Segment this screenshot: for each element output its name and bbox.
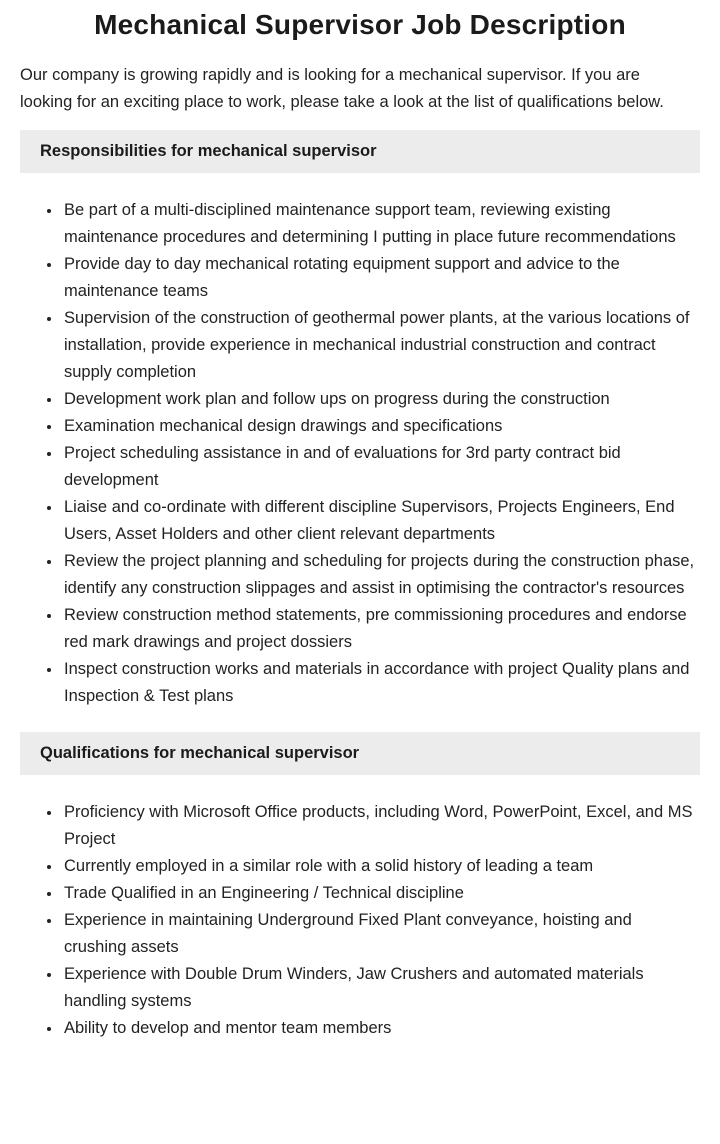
- list-item: • Review the project planning and scheduling for projects during the construction phase, identify any construction slippages and assist in optimising the contractor's resources: [62, 548, 700, 602]
- list-item: • Project scheduling assistance in and of evaluations for 3rd party contract bid development: [62, 440, 700, 494]
- responsibilities-list: [20, 197, 700, 710]
- job-description-page: [0, 6, 720, 1042]
- list-item: • Trade Qualified in an Engineering / Technical discipline: [62, 880, 700, 907]
- intro-paragraph: Our company is growing rapidly and is looking for a mechanical supervisor. If you are looking for an exciting place to work, please take a look at the list of qualifications below.: [20, 66, 664, 111]
- list-item: • Inspect construction works and materials in accordance with project Quality plans and Inspection & Test plans: [62, 656, 700, 710]
- list-item: • Liaise and co-ordinate with different discipline Supervisors, Projects Engineers, End Users, Asset Holders and other client relevant departments: [62, 494, 700, 548]
- list-item: • Ability to develop and mentor team members: [62, 1015, 700, 1042]
- list-item: • Proficiency with Microsoft Office products, including Word, PowerPoint, Excel, and MS Project: [62, 799, 700, 853]
- list-item: • Currently employed in a similar role with a solid history of leading a team: [62, 853, 700, 880]
- list-item: • Development work plan and follow ups on progress during the construction: [62, 386, 700, 413]
- list-item: • Review construction method statements, pre commissioning procedures and endorse red mark drawings and project dossiers: [62, 602, 700, 656]
- list-item: • Examination mechanical design drawings and specifications: [62, 413, 700, 440]
- list-item: • Be part of a multi-disciplined maintenance support team, reviewing existing maintenance procedures and determining I putting in place future recommendations: [62, 197, 700, 251]
- section-heading-responsibilities: Responsibilities for mechanical supervisor: [20, 130, 700, 173]
- list-item: • Provide day to day mechanical rotating equipment support and advice to the maintenance teams: [62, 251, 700, 305]
- section-heading-qualifications: Qualifications for mechanical supervisor: [20, 732, 700, 775]
- list-item: • Supervision of the construction of geothermal power plants, at the various locations of installation, provide experience in mechanical industrial construction and contract supply completion: [62, 305, 700, 386]
- list-item: • Experience with Double Drum Winders, Jaw Crushers and automated materials handling systems: [62, 961, 700, 1015]
- page-title: Mechanical Supervisor Job Description: [94, 9, 626, 40]
- list-item: • Experience in maintaining Underground Fixed Plant conveyance, hoisting and crushing assets: [62, 907, 700, 961]
- qualifications-list: [20, 799, 700, 1042]
